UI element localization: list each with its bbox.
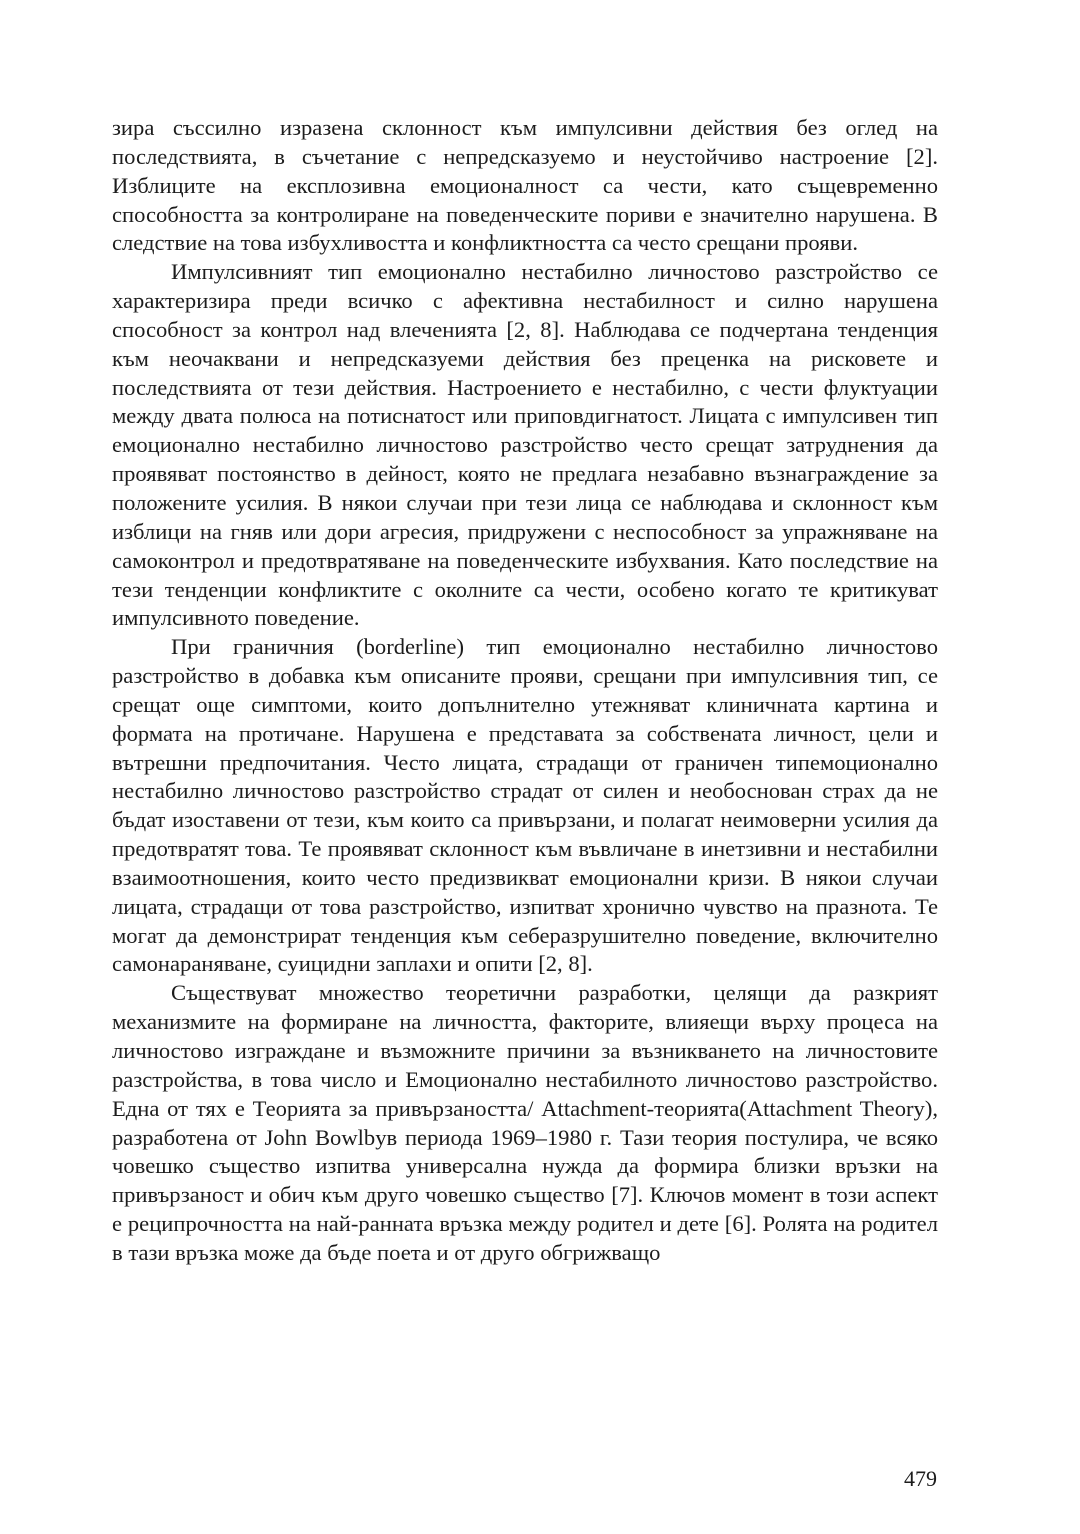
paragraph-borderline-type: При граничния (borderline) тип емоционално нестабилно личностово разстройство в добавка към описаните прояви, срещани при импулсивния тип, се срещат още симптоми, които допълнително утежняват клиничната картина и формата на протичане. Нарушена е представата за собствената личност, цели и вътрешни предпочитания. Често лицата, страдащи от граничен типемоционално нестабилно личностово разстройство страдат от силен и необоснован страх да не бъдат изоставени от тези, към които са привързани, и полагат неимоверни усилия да предотвратят това. Те проявяват склонност към въвличане в инетзивни и нестабилни взаимоотношения, които често предизвикват емоционални кризи. В някои случаи лицата, страдащи от това разстройство, изпитват хронично чувство на празнота. Те могат да демонстрират тенденция към себеразрушително поведение, включително самонараняване, суицидни заплахи и опити [2, 8]. (112, 634, 938, 977)
paragraph-continuation: зира съссилно изразена склонност към импулсивни действия без оглед на последствията, в съчетание с непредсказуемо и неустойчиво настроение [2]. Изблиците на експлозивна емоционалност са чести, като същевременно способността за контролиране на поведенческите пориви е значително нарушена. В следствие на това избухливостта и конфликтността са често срещани прояви. (112, 115, 938, 256)
paragraph-attachment-theory: Съществуват множество теоретични разработки, целящи да разкрият механизмите на формиране на личността, факторите, влияещи върху процеса на личностово изграждане и възможните причини за възникването на личностовите разстройства, в това число и Емоционално нестабилното личностово разстройство. Една от тях е Теорията за привързаността/ Attachment-теорията(Attachment Theory), разработена от John Bowlbyв периода 1969–1980 г. Тази теория постулира, че всяко човешко същество изпитва универсална нужда да формира близки връзки на привързаност и обич към друго човешко същество [7]. Ключов момент в този аспект е реципрочността на най-ранната връзка между родител и дете [6]. Ролята на родител в тази връзка може да бъде поета и от друго обгрижващо (112, 980, 938, 1265)
body-text (112, 114, 938, 1268)
paragraph-impulsive-type: Импулсивният тип емоционално нестабилно личностово разстройство се характеризира преди всичко с афективна нестабилност и силно нарушена способност за контрол над влеченията [2, 8]. Наблюдава се подчертана тенденция към неочаквани и непредсказуеми действия без преценка на рисковете и последствията от тези действия. Настроението е нестабилно, с чести флуктуации между двата полюса на потиснатост или приповдигнатост. Лицата с импулсивен тип емоционално нестабилно личностово разстройство често срещат затруднения да проявяват постоянство в дейност, която не предлага незабавно възнаграждение за положените усилия. В някои случаи при тези лица се наблюдава и склонност към изблици на гняв или дори агресия, придружени с неспособност за упражняване на самоконтрол и предотвратяване на поведенческите избухвания. Като последствие на тези тенденции конфликтите с околните са чести, особено когато те критикуват импулсивното поведение. (112, 259, 938, 631)
page-number: 479 (904, 1466, 937, 1491)
